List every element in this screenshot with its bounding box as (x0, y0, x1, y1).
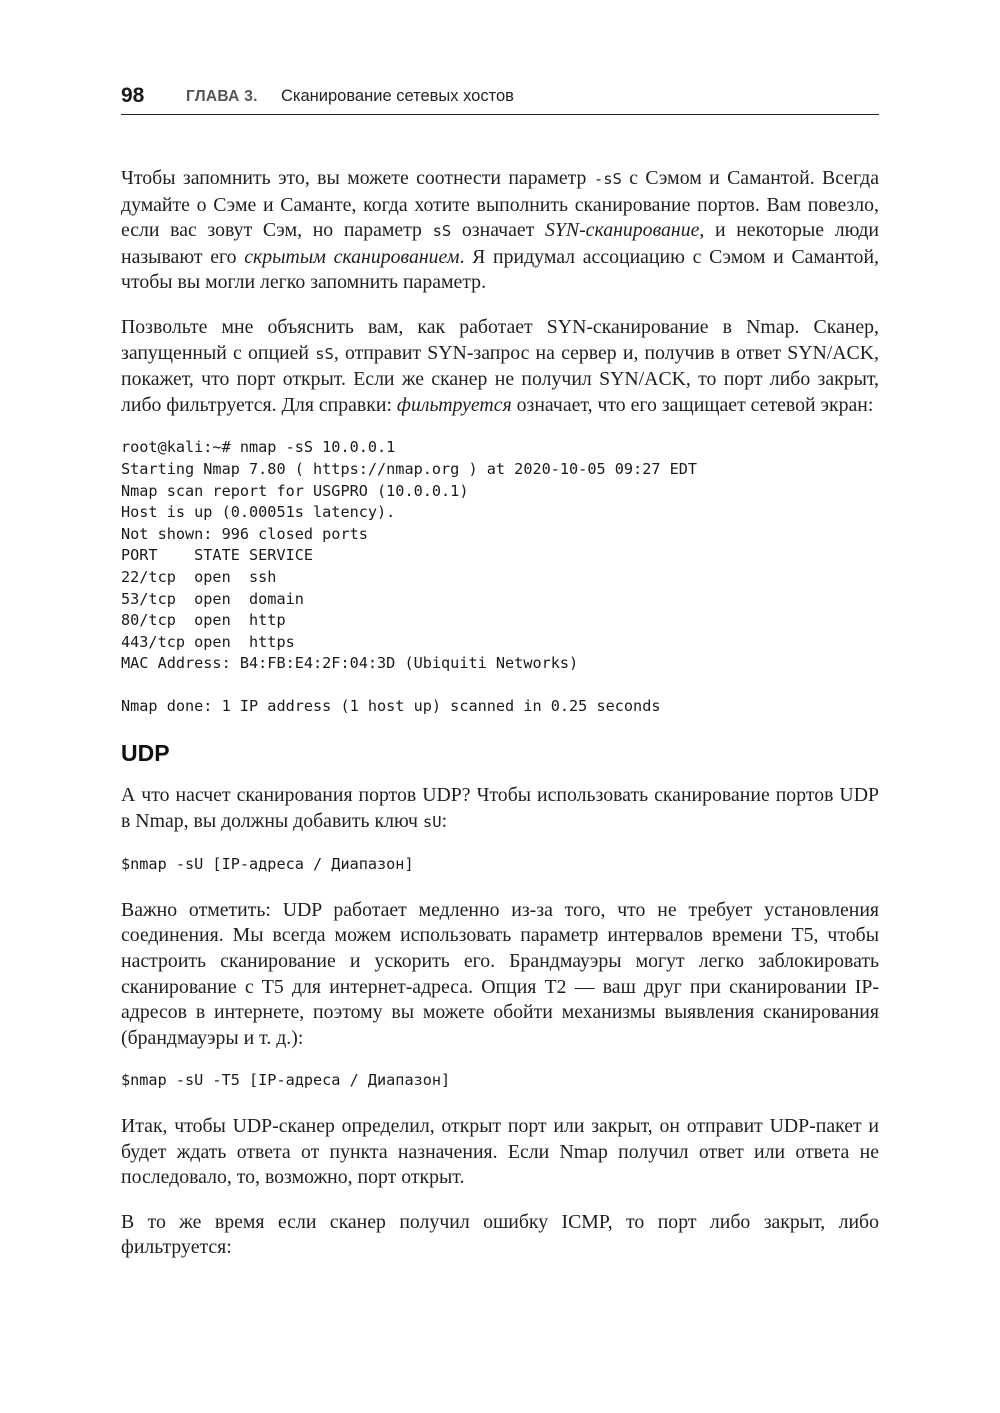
code-line: Nmap done: 1 IP address (1 host up) scanned in 0.25 seconds (121, 697, 661, 716)
emphasis-filtered: фильтруется (396, 393, 512, 416)
code-line: 22/tcp open ssh (121, 567, 277, 586)
code-line: $nmap -sU [IP-адреса / Диапазон] (121, 855, 414, 874)
code-line: 443/tcp open https (121, 632, 295, 651)
code-line: root@kali:~# nmap -sS 10.0.0.1 (121, 438, 396, 457)
emphasis-stealth-scan: скрытым сканированием (244, 245, 460, 268)
inline-code-sS: sS (432, 222, 452, 241)
paragraph-udp-mechanism: Итак, чтобы UDP-сканер определил, открыт порт или закрыт, он отправит UDP-пакет и будет ждать ответа от пункта назначения. Если Nmap получил ответ или ответа не последовало, то, возможно, порт открыт. (121, 1115, 879, 1189)
paragraph-syn-explanation (121, 315, 879, 418)
paragraph-syn-mnemonic (121, 166, 879, 296)
inline-code-sU: sU (422, 812, 442, 831)
code-line: MAC Address: B4:FB:E4:2F:04:3D (Ubiquiti Networks) (121, 654, 579, 673)
code-line: 80/tcp open http (121, 611, 286, 630)
text-run: , отправит SYN-запрос на сервер и, получив в ответ SYN/ACK, покажет, что порт открыт. Если же сканер не получил SYN/ACK, то порт либо закрыт, либо фильтруется. Для справки: (121, 341, 879, 416)
code-line: 53/tcp open domain (121, 589, 304, 608)
code-line: Nmap scan report for USGPRO (10.0.0.1) (121, 481, 469, 500)
text-run: А что насчет сканирования портов UDP? Чтобы использовать сканирование портов UDP в Nmap, вы должны добавить ключ (121, 784, 879, 832)
text-run: Чтобы запомнить это, вы можете соотнести параметр (121, 167, 594, 189)
text-run: . Я придумал ассоциацию с Сэмом и Самантой, чтобы вы могли легко запомнить параметр. (121, 245, 879, 294)
code-block-udp-scan (121, 854, 879, 876)
code-line: $nmap -sU -T5 [IP-адреса / Диапазон] (121, 1071, 451, 1090)
emphasis-syn-scan: SYN-сканирование (544, 219, 700, 242)
text-run: означает, что его защищает сетевой экран: (511, 393, 874, 416)
text-run: с Сэмом и Самантой. Всегда думайте о Сэме и Саманте, когда хотите выполнить сканирование портов. Вам повезло, если вас зовут Сэм, но параметр (121, 167, 880, 242)
text-run: , и некоторые люди называют его (121, 219, 879, 268)
running-header (121, 84, 879, 115)
section-heading-udp: UDP (121, 740, 170, 767)
code-line: Not shown: 996 closed ports (121, 524, 368, 543)
page-number: 98 (121, 84, 145, 107)
code-line: Starting Nmap 7.80 ( https://nmap.org ) at 2020-10-05 09:27 EDT (121, 459, 698, 478)
paragraph-udp-timing: Важно отметить: UDP работает медленно из-за того, что не требует установления соединения. Мы всегда можем использовать параметр интервалов времени T5, чтобы настроить сканирование и ускорить его. Брандмауэры могут легко заблокировать сканирование с T5 для интернет-адреса. Опция T2 — ваш друг при сканировании IP-адресов в интернете, поэтому вы можете обойти механизмы выявления сканирования (брандмауэры и т. д.): (121, 898, 879, 1049)
paragraph-udp-intro (121, 783, 879, 835)
code-block-udp-t5-scan (121, 1070, 879, 1092)
text-run: Позвольте мне объяснить вам, как работает SYN-сканирование в Nmap. Сканер, запущенный с опцией (121, 315, 879, 364)
text-run: означает (451, 219, 545, 242)
inline-code-sS: sS (315, 344, 334, 363)
inline-code-sS: -sS (593, 170, 622, 188)
page-body (121, 166, 879, 1280)
code-line: PORT STATE SERVICE (121, 546, 314, 565)
code-line: Host is up (0.00051s latency). (121, 503, 396, 522)
paragraph-icmp-error: В то же время если сканер получил ошибку ICMP, то порт либо закрыт, либо фильтруется: (121, 1210, 879, 1259)
text-run: : (441, 809, 448, 832)
code-block-nmap-syn-output (121, 437, 879, 718)
chapter-label: ГЛАВА 3. (186, 88, 258, 105)
chapter-title: Сканирование сетевых хостов (281, 87, 514, 105)
